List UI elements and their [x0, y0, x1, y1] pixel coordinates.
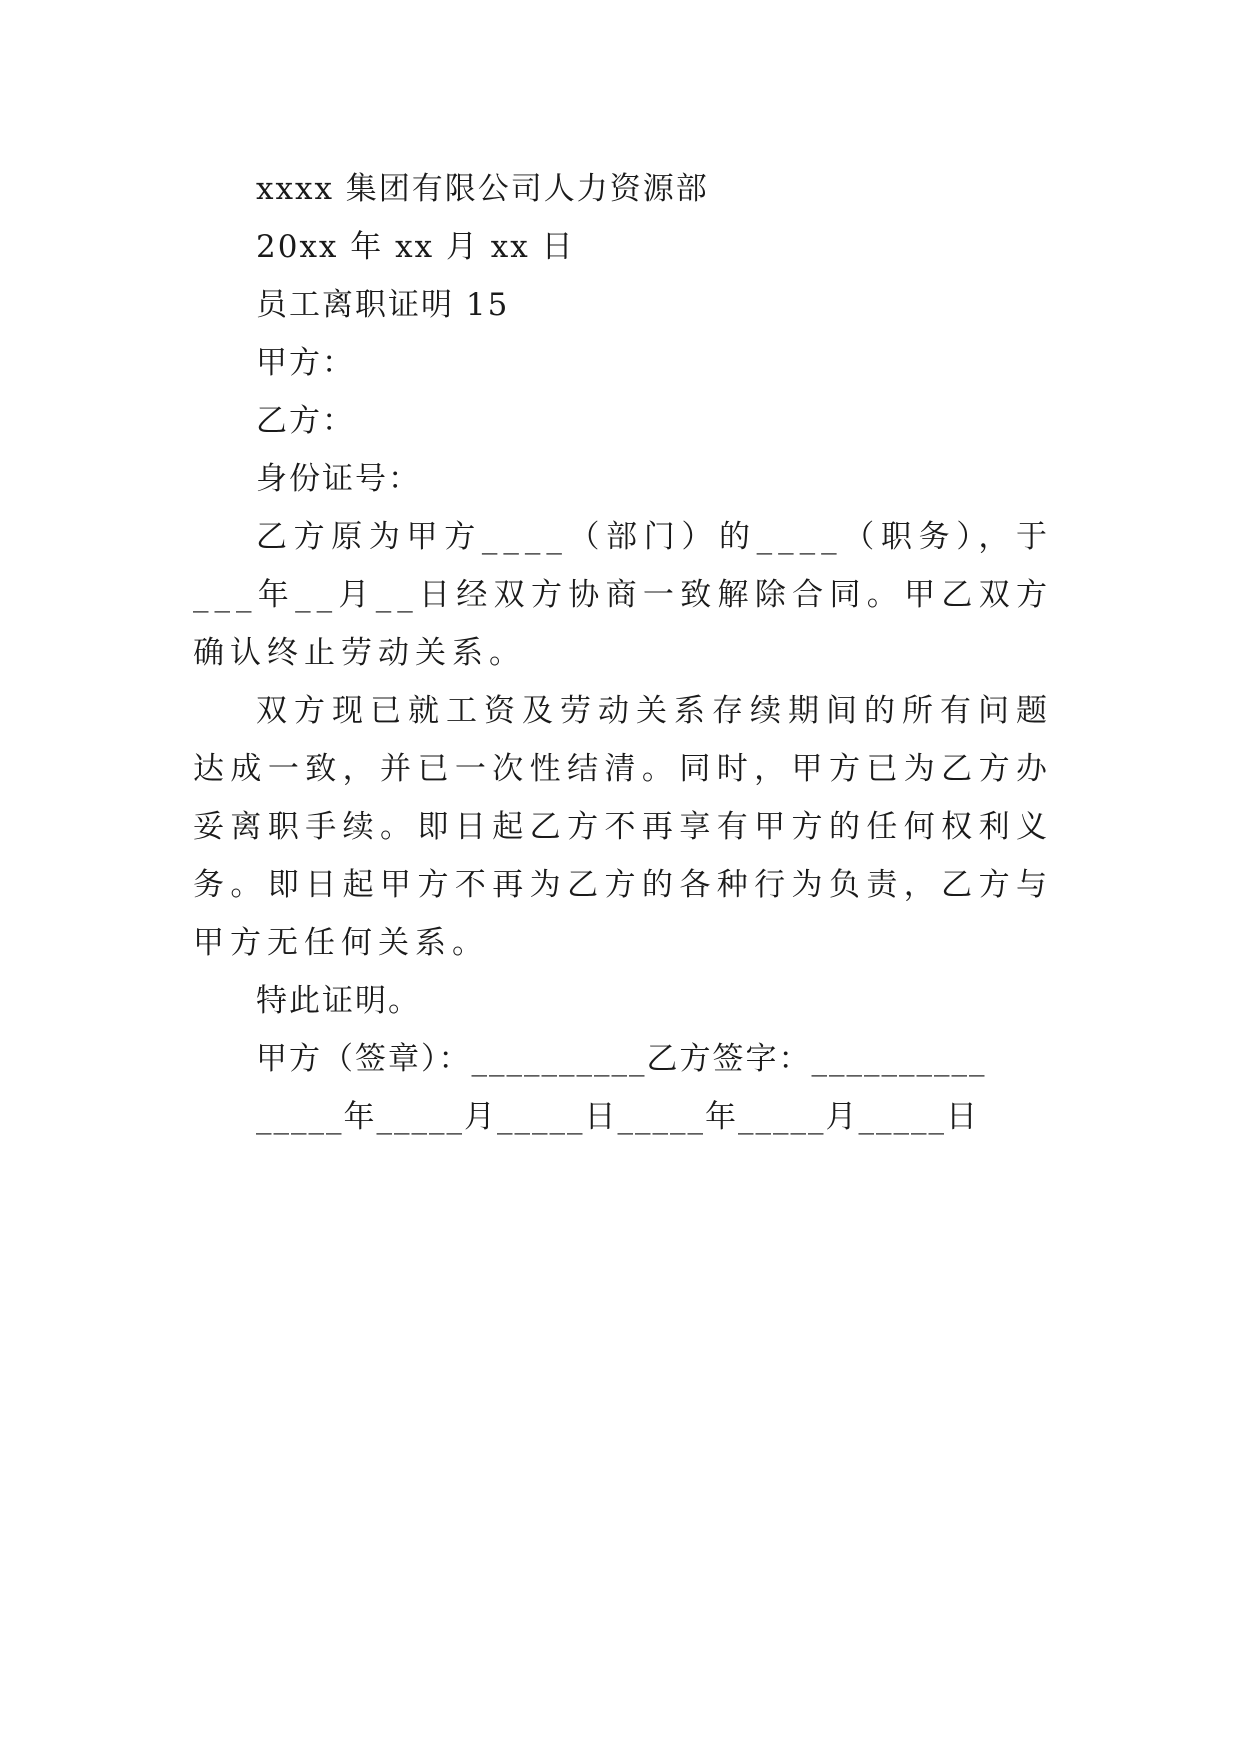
document-body: [193, 160, 1053, 1146]
party-a-line: 甲方：: [256, 345, 355, 381]
date-line: 20xx 年 xx 月 xx 日: [256, 229, 575, 265]
document-title: 员工离职证明 15: [256, 287, 510, 323]
id-number-line: 身份证号：: [256, 461, 421, 497]
sender-line: xxxx 集团有限公司人力资源部: [256, 171, 709, 207]
party-b-line: 乙方：: [256, 403, 355, 439]
certify-line: 特此证明。: [256, 983, 421, 1019]
termination-paragraph: 乙方原为甲方____（部门）的____（职务），于___年__月__日经双方协商一致解除合同。甲乙双方确认终止劳动关系。: [193, 519, 1053, 671]
signature-date-line: _____年_____月_____日_____年_____月_____日: [256, 1099, 979, 1135]
signature-line: 甲方（签章）：__________乙方签字：__________: [256, 1041, 987, 1077]
settlement-paragraph: 双方现已就工资及劳动关系存续期间的所有问题达成一致，并已一次性结清。同时，甲方已为乙方办妥离职手续。即日起乙方不再享有甲方的任何权利义务。即日起甲方不再为乙方的各种行为负责，乙方与甲方无任何关系。: [193, 693, 1053, 961]
